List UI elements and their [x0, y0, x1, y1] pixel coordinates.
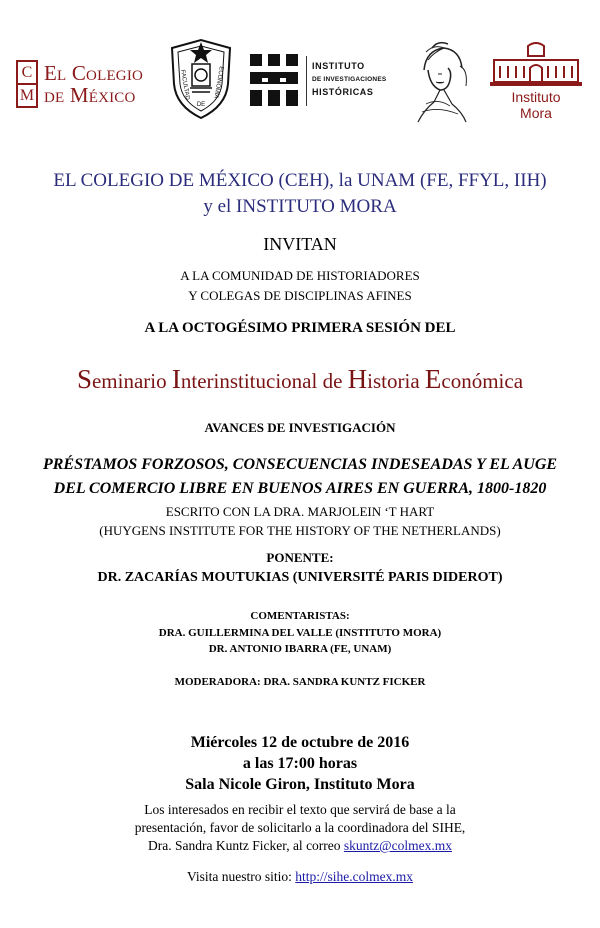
- iih-line1: INSTITUTO: [312, 61, 365, 71]
- fe-logo-bottom-text: DE: [196, 102, 206, 108]
- event-date: Miércoles 12 de octubre de 2016: [190, 734, 410, 751]
- iih-line2: DE INVESTIGACIONES: [312, 76, 387, 83]
- website-prefix: Visita nuestro sitio:: [186, 869, 292, 884]
- seminar-w2-cap: I: [171, 364, 181, 394]
- iih-logo: [246, 52, 396, 108]
- talk-title-line-1: PRÉSTAMOS FORZOSOS, CONSECUENCIAS INDESEADAS Y EL AUGE: [42, 456, 558, 473]
- athena-helmet-icon: [404, 40, 472, 124]
- comentaristas-label: COMENTARISTAS:: [250, 610, 350, 622]
- info-line-2: presentación, favor de solicitarlo a la coordinadora del SIHE,: [134, 820, 466, 835]
- seminar-title: [0, 364, 600, 395]
- facultad-economia-shield-icon: [168, 38, 234, 120]
- cm-monogram-m: M: [19, 87, 35, 104]
- co-author-line-1: ESCRITO CON LA DRA. MARJOLEIN ‘T HART: [165, 504, 435, 519]
- cm-monogram-icon: [16, 60, 38, 108]
- seminar-w3-rest: istoria: [367, 369, 420, 393]
- comentarista-1: DRA. GUILLERMINA DEL VALLE (INSTITUTO MORA): [158, 627, 442, 639]
- mora-line2: Mora: [520, 105, 552, 121]
- email-link[interactable]: skuntz@colmex.mx: [343, 838, 452, 853]
- fe-logo-left-text: FACULTAD: [179, 69, 191, 101]
- info-line-3-prefix: Dra. Sandra Kuntz Ficker, al correo: [148, 838, 341, 853]
- cm-monogram-c: C: [21, 64, 33, 81]
- seminar-w3-cap: H: [347, 364, 368, 394]
- iih-glyph-icon: [246, 52, 302, 108]
- iih-logo-text: [312, 60, 386, 99]
- website-link[interactable]: http://sihe.colmex.mx: [295, 869, 414, 884]
- colmex-logo-line2: de México: [44, 83, 136, 107]
- event-time: a las 17:00 horas: [242, 755, 358, 772]
- avances-heading: AVANCES DE INVESTIGACIÓN: [204, 420, 396, 435]
- talk-title-line-2: DEL COMERCIO LIBRE EN BUENOS AIRES EN GUERRA, 1800-1820: [53, 480, 547, 497]
- instituto-mora-logo: [488, 42, 584, 124]
- fe-logo-right-text: ECONOMÍA: [212, 65, 224, 99]
- hosts-line-2: y el INSTITUTO MORA: [203, 196, 397, 217]
- event-venue: Sala Nicole Giron, Instituto Mora: [185, 776, 415, 793]
- athena-logo: [404, 40, 472, 124]
- ponente-name: DR. ZACARÍAS MOUTUKIAS (UNIVERSITÉ PARIS DIDEROT): [97, 570, 503, 585]
- community-line-2: Y COLEGAS DE DISCIPLINAS AFINES: [188, 288, 412, 303]
- community-line-1: A LA COMUNIDAD DE HISTORIADORES: [180, 268, 420, 283]
- website-line: [0, 869, 600, 885]
- invitan-heading: INVITAN: [263, 234, 337, 254]
- iih-line3: HISTÓRICAS: [312, 87, 374, 97]
- session-heading: A LA OCTOGÉSIMO PRIMERA SESIÓN DEL: [144, 320, 456, 336]
- seminar-w2-rest: nterinstitucional de: [180, 369, 343, 393]
- comentarista-2: DR. ANTONIO IBARRA (FE, UNAM): [208, 643, 392, 655]
- seminar-w4-cap: E: [424, 364, 442, 394]
- seminar-w4-rest: conómica: [441, 369, 524, 393]
- info-line-1: Los interesados en recibir el texto que servirá de base a la: [144, 802, 456, 817]
- ponente-label: PONENTE:: [266, 550, 334, 565]
- facultad-economia-logo: [168, 38, 234, 120]
- hosts-line-1: EL COLEGIO DE MÉXICO (CEH), la UNAM (FE, FFYL, IIH): [53, 170, 547, 191]
- moderadora-line: MODERADORA: DRA. SANDRA KUNTZ FICKER: [174, 676, 426, 688]
- seminar-w1-cap: S: [76, 364, 92, 394]
- colmex-logo: [16, 60, 166, 112]
- co-author-line-2: (HUYGENS INSTITUTE FOR THE HISTORY OF THE NETHERLANDS): [99, 523, 501, 538]
- info-line-3: [0, 838, 600, 854]
- mora-building-icon: [488, 42, 584, 88]
- seminar-w1-rest: eminario: [91, 369, 167, 393]
- mora-line1: Instituto: [511, 89, 561, 105]
- colmex-logo-line1: El Colegio: [44, 61, 144, 85]
- colmex-logo-text: [44, 62, 143, 106]
